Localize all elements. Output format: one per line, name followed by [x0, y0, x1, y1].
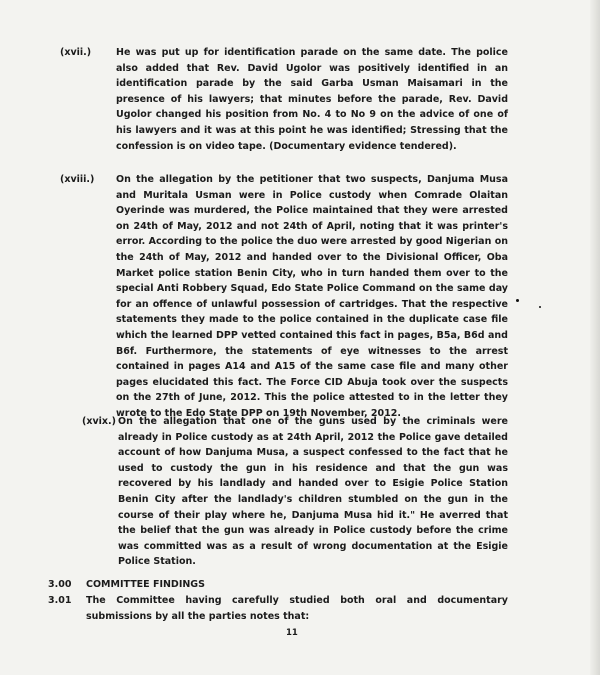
item-label-xviii: (xviii.)	[60, 174, 95, 185]
item-text-xviii: On the allegation by the petitioner that two suspects, Danjuma Musa and Muritala Usman were in Police custody when Comrade Olaitan Oyerinde was murdered, the Police maintained that they were arrested on 24th of May, 2012 and not 24th of April, noting that it was printer's error. According to the police the duo were arrested by good Nigerian on the 24th of May, 2012 and handed over to the Divisional Officer, Oba Market police station Benin City, who in turn handed them over to the special Anti Robbery Squad, Edo State Police Command on the same day for an offence of unlawful possession of cartridges. That the respective statements they made to the police contained in the duplicate case file which the learned DPP vetted contained this fact in pages, B5a, B6d and B6f. Furthermore, the statements of eye witnesses to the arrest contained in pages A14 and A15 of the same case file and many other pages elucidated this fact. The Force CID Abuja took over the suspects on the 27th of June, 2012. This the police attested to in the letter they wrote to the Edo State DPP on 19th November, 2012.	[116, 174, 508, 419]
section-number: 3.00	[48, 579, 72, 590]
item-label-xvix: (xvix.)	[82, 416, 116, 427]
subsection-text: The Committee having carefully studied both oral and documentary submissions by all the parties notes that:	[86, 595, 508, 622]
item-label-xvii: (xvii.)	[60, 47, 92, 58]
subsection-number: 3.01	[48, 595, 72, 606]
scan-speck	[516, 299, 519, 302]
item-text-xvii: He was put up for identification parade on the same date. The police also added that Rev. David Ugolor was positively identified in an identification parade by the said Garba Usman Maisamari in the presence of his lawyers; that minutes before the parade, Rev. David Ugolor changed his position from No. 4 to No 9 on the advice of one of his lawyers and it was at this point he was identified; Stressing that the confession is on video tape. (Documentary evidence tendered).	[116, 47, 508, 152]
page-edge-shadow	[590, 0, 600, 675]
page-number: 11	[286, 628, 298, 638]
section-title: COMMITTEE FINDINGS	[86, 579, 205, 590]
scan-speck	[539, 306, 541, 308]
item-text-xvix: On the allegation that one of the guns used by the criminals were already in Police custody as at 24th April, 2012 the Police gave detailed account of how Danjuma Musa, a suspect confessed to the fact that he used to custody the gun in his residence and that the gun was recovered by his landlady and handed over to Esigie Police Station Benin City after the landlady's children stumbled on the gun in the course of their play where he, Danjuma Musa hid it." He averred that the belief that the gun was already in Police custody before the crime was committed was as a result of wrong documentation at the Esigie Police Station.	[118, 416, 508, 568]
